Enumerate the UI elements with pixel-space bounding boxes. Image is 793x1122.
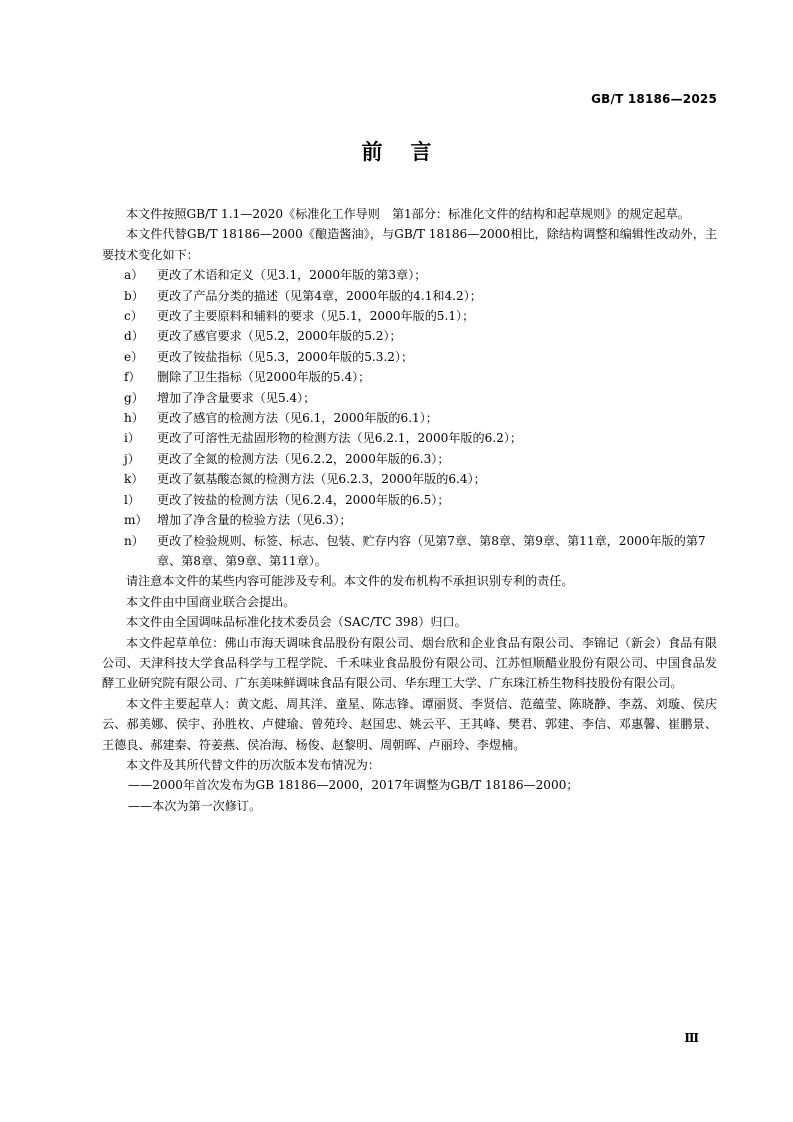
list-marker: n） (124, 533, 144, 548)
list-marker: k） (124, 472, 144, 487)
list-text: 更改了术语和定义（见3.1，2000年版的第3章）； (157, 268, 427, 283)
page-title: 前言 (361, 139, 460, 164)
list-marker: l） (124, 492, 140, 507)
list-text: 更改了检验规则、标签、标志、包装、贮存内容（见第7章、第8章、第9章、第11章，2000年版的第7章、第8章、第9章、第11章）。 (157, 533, 706, 568)
document-body (102, 204, 717, 816)
list-item (102, 388, 717, 408)
list-item (102, 428, 717, 448)
list-item (102, 265, 717, 285)
list-item (102, 449, 717, 469)
list-text: 更改了铵盐的检测方法（见6.2.4，2000年版的6.5）； (157, 492, 450, 507)
list-item (102, 408, 717, 428)
intro-paragraph: 本文件按照GB/T 1.1—2020《标准化工作导则 第1部分：标准化文件的结构和起草规则》的规定起草。 (126, 207, 690, 221)
history-intro-paragraph: 本文件及其所代替文件的历次版本发布情况为： (126, 757, 380, 772)
list-text: 更改了产品分类的描述（见第4章，2000年版的4.1和4.2）； (157, 288, 482, 303)
standard-number: GB/T 18186—2025 (591, 92, 717, 106)
list-item (102, 286, 717, 306)
list-marker: m） (124, 513, 148, 528)
drafters-paragraph: 本文件主要起草人：黄文彪、周其洋、童星、陈志锋、谭丽贤、李贤信、范蕴莹、陈晓静、李荔、刘璇、侯庆云、郝美娜、侯宇、孙胜枚、卢健瑜、曾苑玲、赵国忠、姚云平、王其峰、樊君、郭建、李信、邓惠馨、崔鹏景、王德良、郝建秦、符姜燕、侯冶海、杨俊、赵黎明、周朝晖、卢丽玲、李煜楠。 (102, 696, 717, 752)
history-item: ——本次为第一次修订。 (128, 798, 262, 813)
patent-notice: 请注意本文件的某些内容可能涉及专利。本文件的发布机构不承担识别专利的责任。 (126, 574, 574, 589)
list-text: 更改了全氮的检测方法（见6.2.2，2000年版的6.3）； (157, 451, 450, 466)
list-marker: j） (124, 451, 140, 466)
list-marker: i） (124, 431, 140, 446)
changes-list (102, 265, 717, 571)
list-item (102, 347, 717, 367)
list-text: 更改了主要原料和辅料的要求（见5.1，2000年版的5.1）； (157, 309, 475, 324)
list-text: 增加了净含量要求（见5.4）； (157, 390, 316, 405)
list-text: 删除了卫生指标（见2000年版的5.4）； (157, 370, 371, 385)
list-text: 更改了感官的检测方法（见6.1，2000年版的6.1）； (157, 411, 438, 426)
list-item (102, 326, 717, 346)
list-item (102, 510, 717, 530)
list-marker: b） (124, 288, 144, 303)
list-text: 更改了感官要求（见5.2，2000年版的5.2）； (157, 329, 402, 344)
page-number: Ⅲ (684, 1031, 699, 1045)
list-text: 增加了净含量的检验方法（见6.3）； (157, 513, 352, 528)
intro-paragraph: 本文件代替GB/T 18186—2000《酿造酱油》，与GB/T 18186—2000相比，除结构调整和编辑性改动外，主要技术变化如下： (102, 227, 717, 262)
list-marker: e） (124, 349, 144, 364)
list-marker: c） (124, 309, 143, 324)
list-item (102, 531, 717, 572)
list-text: 更改了铵盐指标（见5.3，2000年版的5.3.2）； (157, 349, 414, 364)
proposer-paragraph: 本文件由中国商业联合会提出。 (126, 594, 296, 609)
list-item (102, 306, 717, 326)
list-item (102, 469, 717, 489)
history-item: ——2000年首次发布为GB 18186—2000，2017年调整为GB/T 18186—2000； (128, 778, 579, 793)
list-marker: g） (124, 390, 144, 405)
list-marker: f） (124, 370, 141, 385)
list-text: 更改了氨基酸态氮的检测方法（见6.2.3，2000年版的6.4）； (157, 472, 486, 487)
committee-paragraph: 本文件由全国调味品标准化技术委员会（SAC/TC 398）归口。 (126, 615, 467, 630)
list-marker: h） (124, 411, 144, 426)
list-text: 更改了可溶性无盐固形物的检测方法（见6.2.1，2000年版的6.2）； (157, 431, 522, 446)
drafting-units-paragraph: 本文件起草单位：佛山市海天调味食品股份有限公司、烟台欣和企业食品有限公司、李锦记（新会）食品有限公司、天津科技大学食品科学与工程学院、千禾味业食品股份有限公司、江苏恒顺醋业股份有限公司、中国食品发酵工业研究院有限公司、广东美味鲜调味食品有限公司、华东理工大学、广东珠江桥生物科技股份有限公司。 (102, 635, 717, 691)
list-marker: d） (124, 329, 144, 344)
list-item (102, 367, 717, 387)
list-item (102, 490, 717, 510)
list-marker: a） (124, 268, 144, 283)
